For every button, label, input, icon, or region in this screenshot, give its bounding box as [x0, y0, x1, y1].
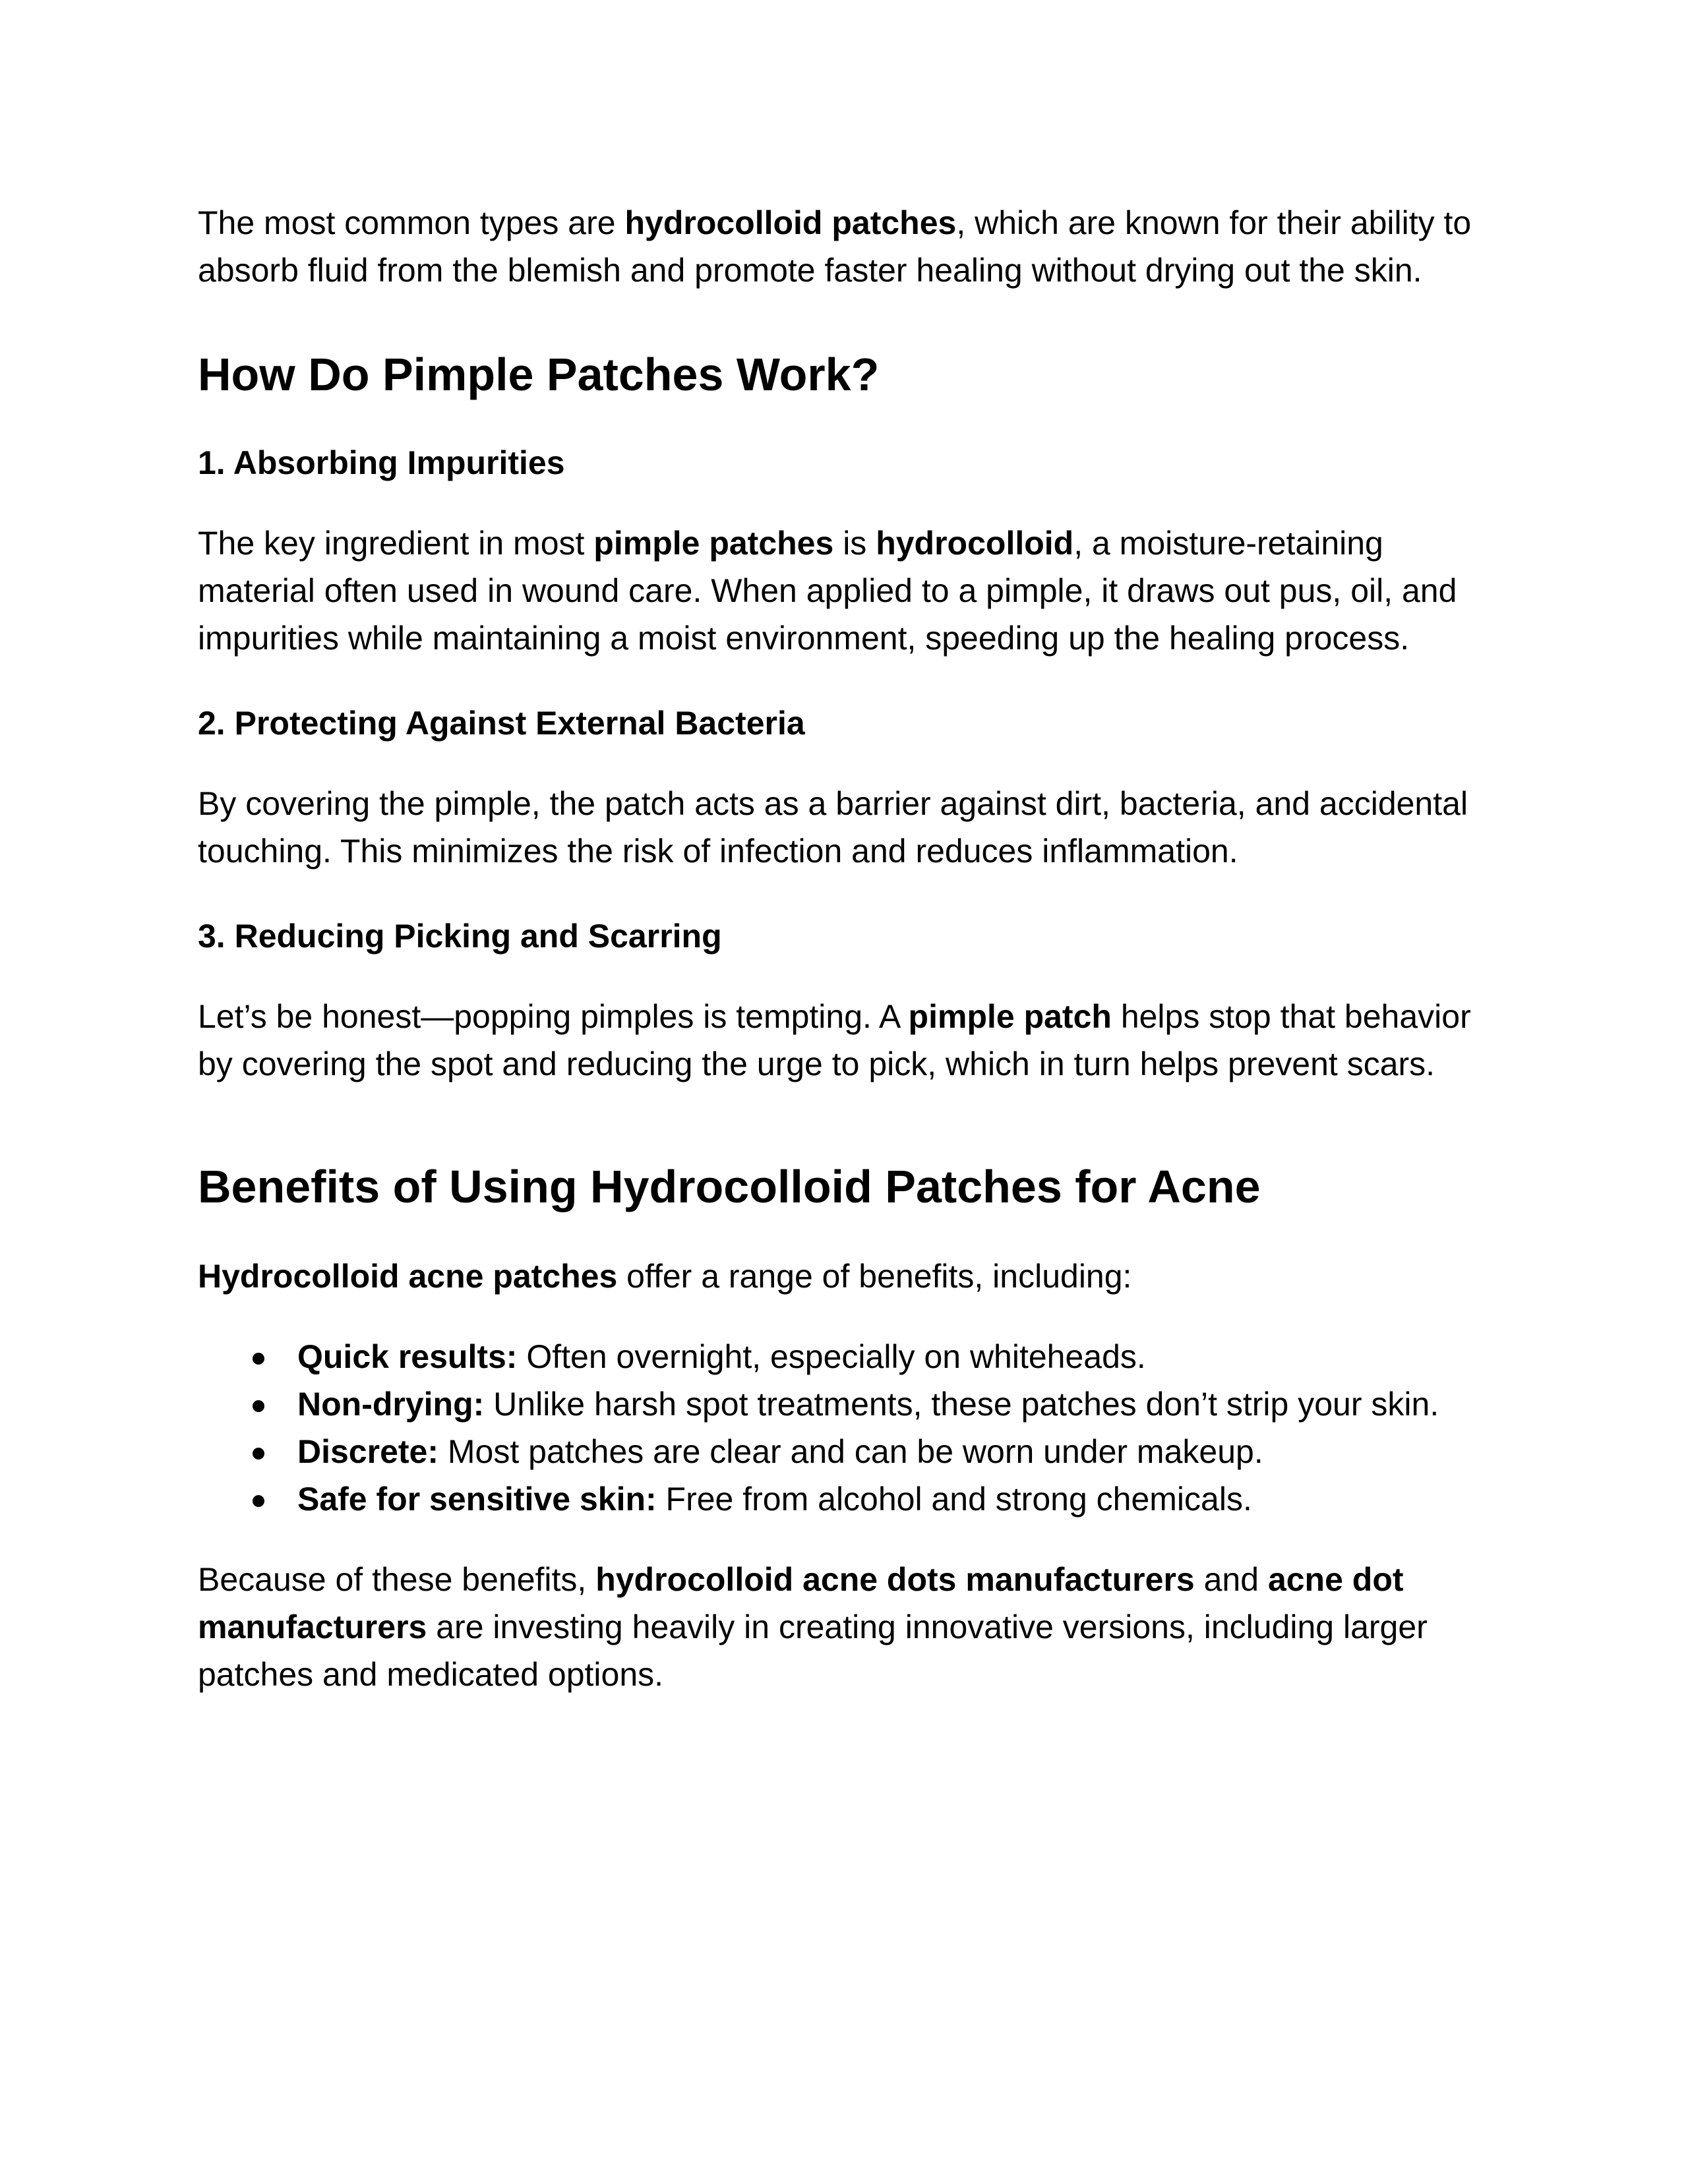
heading-how-do-pimple-patches-work: How Do Pimple Patches Work?	[198, 349, 880, 400]
paragraph-reducing-picking	[198, 993, 1490, 1088]
absorbing-bold-hydrocolloid: hydrocolloid	[876, 525, 1074, 562]
intro-text-1: The most common types are	[198, 204, 625, 241]
paragraph-absorbing-impurities	[198, 519, 1490, 662]
closing-text-2: and	[1194, 1561, 1268, 1598]
list-item-label: Discrete:	[297, 1433, 438, 1470]
bullet-icon	[253, 1353, 264, 1365]
subheading-absorbing-impurities: 1. Absorbing Impurities	[198, 444, 565, 481]
paragraph-protecting-against-bacteria: By covering the pimple, the patch acts as a barrier against dirt, bacteria, and accidental touching. This minimizes the risk of infection and reduces inflammation.	[198, 785, 1468, 870]
closing-bold-hydrocolloid-acne-dots-manufacturers: hydrocolloid acne dots manufacturers	[595, 1561, 1195, 1598]
bullet-icon	[253, 1448, 264, 1460]
absorbing-text-3: , a moisture-retaining material often used in wound care. When applied to a pimple, it draws out pus, oil, and impurities while maintaining a moist environment, speeding up the healing process.	[198, 525, 1457, 657]
closing-text-3: are investing heavily in creating innovative versions, including larger patches and medicated options.	[198, 1608, 1428, 1693]
subheading-reducing-picking: 3. Reducing Picking and Scarring	[198, 918, 722, 955]
list-item	[198, 1428, 1490, 1475]
closing-text-1: Because of these benefits,	[198, 1561, 596, 1598]
closing-bold-acne-dot-manufacturers: acne dot manufacturers	[198, 1561, 1404, 1645]
absorbing-bold-pimple-patches: pimple patches	[593, 525, 834, 562]
list-item-label: Safe for sensitive skin:	[297, 1481, 657, 1518]
intro-paragraph	[198, 199, 1490, 294]
absorbing-text-1: The key ingredient in most	[198, 525, 594, 562]
benefits-intro-text: offer a range of benefits, including:	[617, 1258, 1132, 1295]
benefits-list	[198, 1333, 1490, 1523]
list-item-label: Quick results:	[297, 1338, 518, 1375]
benefits-bold-hydrocolloid-acne-patches: Hydrocolloid acne patches	[198, 1258, 618, 1295]
picking-bold-pimple-patch: pimple patch	[908, 998, 1112, 1035]
picking-text-1: Let’s be honest—popping pimples is tempting. A	[198, 998, 909, 1035]
bullet-icon	[253, 1495, 264, 1507]
list-item-label: Non-drying:	[297, 1386, 485, 1423]
paragraph-benefits-intro	[198, 1253, 1490, 1300]
list-item-text: Free from alcohol and strong chemicals.	[656, 1481, 1252, 1518]
list-item-text: Often overnight, especially on whiteheads.	[517, 1338, 1146, 1375]
list-item-text: Unlike harsh spot treatments, these patches don’t strip your skin.	[484, 1386, 1439, 1423]
absorbing-text-2: is	[833, 525, 876, 562]
intro-bold-hydrocolloid-patches: hydrocolloid patches	[624, 204, 957, 241]
list-item	[198, 1333, 1490, 1380]
bullet-icon	[253, 1400, 264, 1412]
heading-benefits: Benefits of Using Hydrocolloid Patches for Acne	[198, 1161, 1261, 1212]
list-item-text: Most patches are clear and can be worn under makeup.	[438, 1433, 1263, 1470]
intro-text-2: , which are known for their ability to absorb fluid from the blemish and promote faster healing without drying out the skin.	[198, 204, 1472, 289]
picking-text-2: helps stop that behavior by covering the spot and reducing the urge to pick, which in turn helps prevent scars.	[198, 998, 1471, 1082]
paragraph-closing	[198, 1556, 1490, 1698]
subheading-protecting-against-bacteria: 2. Protecting Against External Bacteria	[198, 705, 805, 742]
list-item	[198, 1380, 1490, 1428]
list-item	[198, 1475, 1490, 1523]
